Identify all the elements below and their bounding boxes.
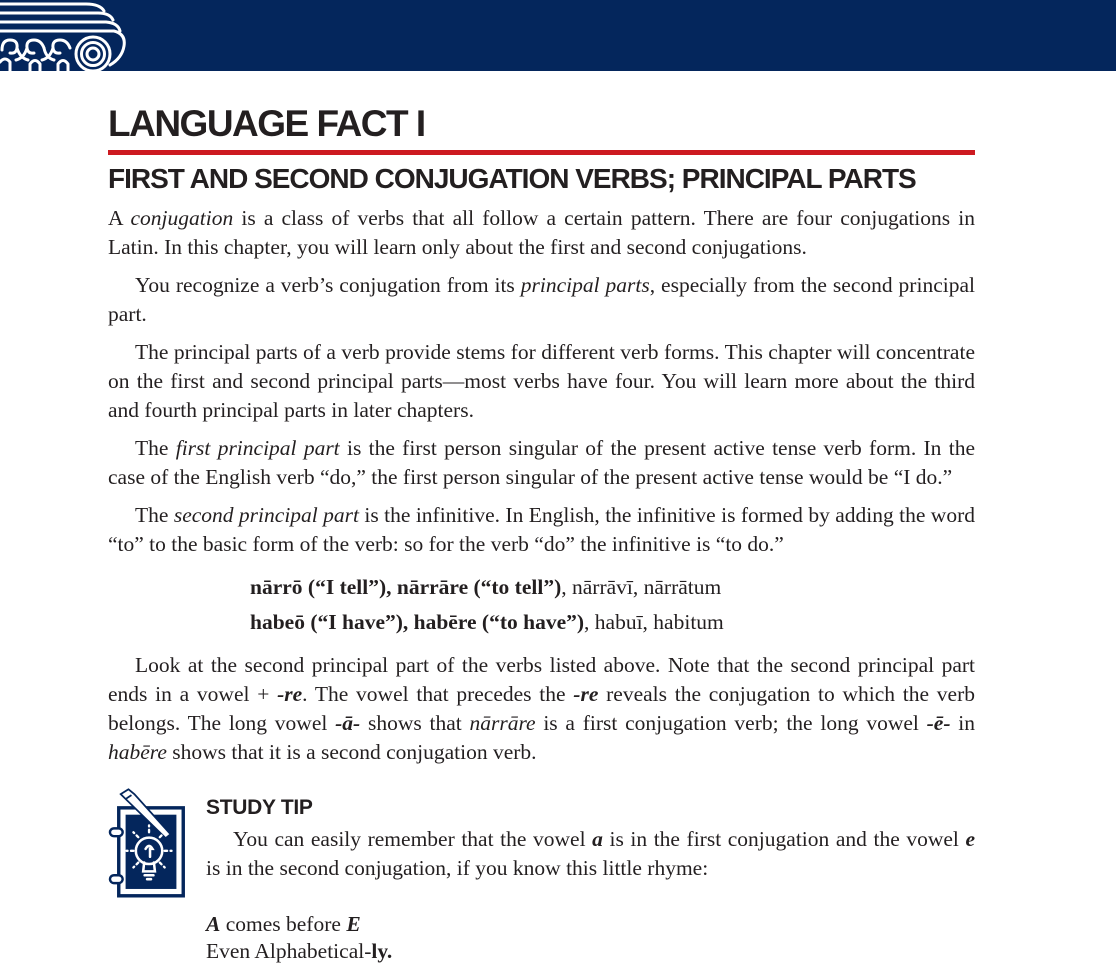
text-run: , especially from the second principal part. [108,272,975,326]
text-run: A [206,911,221,936]
text-run: E [346,911,361,936]
text-run: habēre [108,739,167,764]
paragraph-second-principal-part [108,501,975,559]
paragraph-vowel-analysis [108,651,975,767]
text-run: -re [573,681,599,706]
text-run: ly. [371,939,393,964]
study-tip-icon-container [108,788,194,905]
text-run: is a first conjugation verb; the long vowel [535,710,927,735]
text-run: , habuī, habitum [584,609,724,634]
text-run: The [135,502,174,527]
text-run: is in the first conjugation and the vowel [602,826,966,851]
text-run: is a class of verbs that all follow a certain pattern. There are four conjugations in Latin. In this chapter, you will learn only about the first and second conjugations. [108,205,975,259]
lightbulb-pencil-notebook-icon [108,788,194,900]
text-run: Even Alphabetical- [206,939,372,964]
rhyme-line-1 [206,911,975,939]
text-run: A [108,205,131,230]
text-run: -ē- [926,710,951,735]
text-run: nārrāre [469,710,536,735]
page-subtitle: FIRST AND SECOND CONJUGATION VERBS; PRINCIPAL PARTS [108,162,916,194]
text-run: is in the second conjugation, if you know this little rhyme: [206,855,709,880]
study-tip-content [206,788,975,905]
text-run: nārrō (“I tell”), nārrāre (“to tell”) [250,574,562,599]
text-run: Look at the second principal part of the verbs listed above. Note that the second principal part ends in a vowel + [108,652,975,706]
text-run: first principal part [175,435,340,460]
paragraph-principal-parts-stems [108,338,975,425]
text-run: -ā- [335,710,361,735]
text-run: principal parts [520,272,650,297]
text-run: , nārrāvī, nārrātum [561,574,722,599]
page-title: LANGUAGE FACT I [108,103,425,144]
text-run: comes before [220,911,347,936]
example-line-habeo [250,605,975,640]
text-run: shows that it is a second conjugation verb. [166,739,537,764]
text-run: in [950,710,975,735]
text-run: a [592,826,603,851]
rhyme-line-2 [206,938,975,966]
red-divider-rule [108,150,975,155]
study-tip-box [108,788,975,905]
text-run: The [135,435,176,460]
study-tip-heading: STUDY TIP [206,795,313,819]
example-line-narro [250,570,975,605]
text-run: shows that [360,710,470,735]
text-run: habeō (“I have”), habēre (“to have”) [250,609,585,634]
text-run: second principal part [173,502,360,527]
text-run: reveals the conjugation to which the verb belongs. The long vowel [108,681,975,735]
paragraph-first-principal-part [108,434,975,492]
text-run: is the infinitive. In English, the infinitive is formed by adding the word “to” to the basic form of the verb: so for the verb “do” the infinitive is “to do.” [108,502,975,556]
text-run: conjugation [130,205,234,230]
ionic-column-capital-icon [0,0,132,71]
paragraph-recognize-conjugation [108,271,975,329]
page-content [0,71,1116,966]
chapter-header-band [0,0,1116,71]
study-tip-body [206,825,975,883]
paragraph-conjugation-definition [108,204,975,262]
text-run: is the first person singular of the present active tense verb form. In the case of the English verb “do,” the first person singular of the present active tense would be “I do.” [108,435,975,489]
text-run: You can easily remember that the vowel [233,826,593,851]
text-run: e [965,826,975,851]
verb-principal-parts-examples [250,570,975,640]
text-run: . The vowel that precedes the [302,681,574,706]
text-run: The principal parts of a verb provide stems for different verb forms. This chapter will concentrate on the first and second principal parts—most verbs have four. You will learn more about the third and fourth principal parts in later chapters. [108,339,975,422]
mnemonic-rhyme [206,911,975,966]
text-run: You recognize a verb’s conjugation from its [135,272,521,297]
text-run: -re [277,681,303,706]
